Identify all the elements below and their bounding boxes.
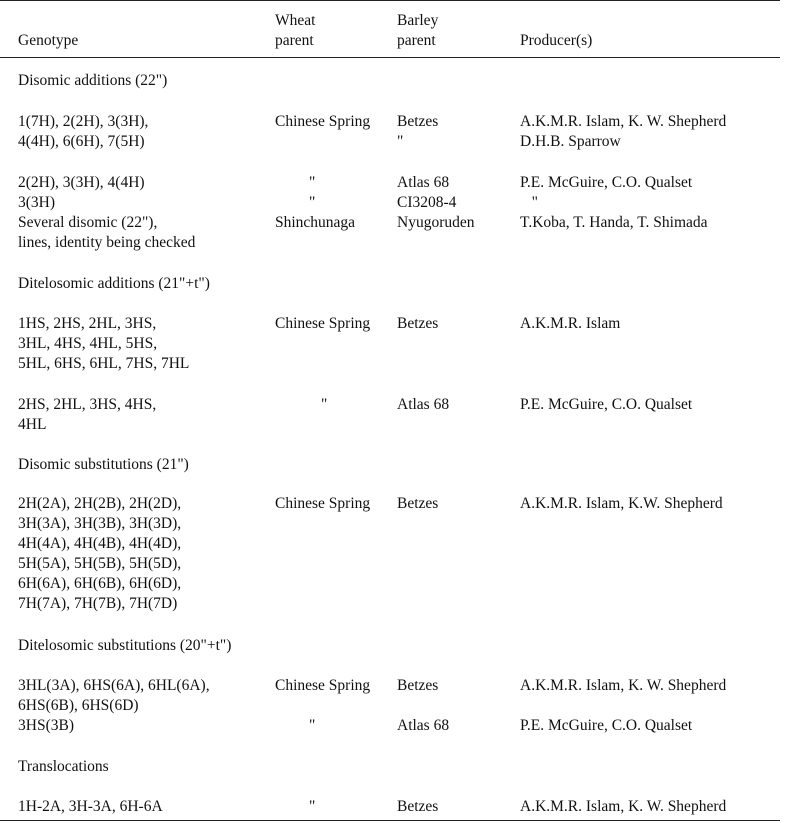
barley-parent-cell: Betzes bbox=[397, 495, 439, 512]
section-title-translocations: Translocations bbox=[18, 758, 109, 775]
genotype-cell: 3HL(3A), 6HS(6A), 6HL(6A), 6HS(6B), 6HS(6D) bbox=[18, 677, 210, 714]
barley-parent-cell: Betzes bbox=[397, 798, 439, 815]
wheat-parent-cell: Chinese Spring bbox=[275, 113, 371, 130]
wheat-parent-cell: Shinchunaga bbox=[275, 214, 356, 231]
genotype-cell: Several disomic (22"), lines, identity being checked bbox=[18, 214, 196, 251]
header-wheat-parent: Wheat parent bbox=[275, 12, 316, 49]
barley-parent-cell: Betzes " bbox=[397, 113, 439, 150]
genotype-cell: 1(7H), 2(2H), 3(3H), 4(4H), 6(6H), 7(5H) bbox=[18, 113, 149, 150]
barley-parent-cell: Betzes bbox=[397, 677, 439, 694]
wheat-parent-cell: " bbox=[309, 717, 316, 734]
header-barley-parent: Barley parent bbox=[397, 12, 439, 49]
genotype-cell: 2HS, 2HL, 3HS, 4HS, 4HL bbox=[18, 396, 157, 433]
table-top-rule bbox=[0, 0, 780, 1]
producers-cell: A.K.M.R. Islam, K.W. Shepherd bbox=[520, 495, 723, 512]
section-title-ditelosomic-additions: Ditelosomic additions (21"+t") bbox=[18, 275, 210, 292]
genotype-cell: 2H(2A), 2H(2B), 2H(2D), 3H(3A), 3H(3B), 3H(3D), 4H(4A), 4H(4B), 4H(4D), 5H(5A), 5H(5B), 5H(5D), 6H(6A), 6H(6B), 6H(6D), 7H(7A), 7H(7B), 7H(7D) bbox=[18, 495, 182, 612]
barley-parent-cell: Betzes bbox=[397, 315, 439, 332]
producers-cell: P.E. McGuire, C.O. Qualset " bbox=[520, 174, 693, 211]
section-title-disomic-substitutions: Disomic substitutions (21") bbox=[18, 456, 189, 473]
genotype-cell: 3HS(3B) bbox=[18, 717, 74, 734]
wheat-parent-cell: " " bbox=[309, 174, 316, 211]
genotype-cell: 2(2H), 3(3H), 4(4H) 3(3H) bbox=[18, 174, 145, 211]
header-genotype: Genotype bbox=[18, 32, 79, 49]
barley-parent-cell: Nyugoruden bbox=[397, 214, 475, 231]
producers-cell: A.K.M.R. Islam bbox=[520, 315, 621, 332]
section-title-ditelosomic-substitutions: Ditelosomic substitutions (20"+t") bbox=[18, 637, 232, 654]
header-rule bbox=[0, 57, 780, 58]
wheat-parent-cell: " bbox=[309, 798, 316, 815]
genotype-cell: 1HS, 2HS, 2HL, 3HS, 3HL, 4HS, 4HL, 5HS, 5HL, 6HS, 6HL, 7HS, 7HL bbox=[18, 315, 190, 372]
producers-cell: A.K.M.R. Islam, K. W. Shepherd D.H.B. Sparrow bbox=[520, 113, 727, 150]
barley-parent-cell: Atlas 68 bbox=[397, 396, 450, 413]
producers-cell: P.E. McGuire, C.O. Qualset bbox=[520, 396, 693, 413]
producers-cell: T.Koba, T. Handa, T. Shimada bbox=[520, 214, 708, 231]
barley-parent-cell: Atlas 68 CI3208-4 bbox=[397, 174, 457, 211]
producers-cell: A.K.M.R. Islam, K. W. Shepherd bbox=[520, 677, 727, 694]
genotype-cell: 1H-2A, 3H-3A, 6H-6A bbox=[18, 798, 163, 815]
wheat-parent-cell: Chinese Spring bbox=[275, 677, 371, 694]
wheat-parent-cell: " bbox=[321, 396, 328, 413]
table-bottom-rule bbox=[0, 820, 780, 821]
header-producers: Producer(s) bbox=[520, 32, 593, 49]
wheat-parent-cell: Chinese Spring bbox=[275, 495, 371, 512]
producers-cell: P.E. McGuire, C.O. Qualset bbox=[520, 717, 693, 734]
producers-cell: A.K.M.R. Islam, K. W. Shepherd bbox=[520, 798, 727, 815]
barley-parent-cell: Atlas 68 bbox=[397, 717, 450, 734]
section-title-disomic-additions: Disomic additions (22") bbox=[18, 72, 168, 89]
wheat-parent-cell: Chinese Spring bbox=[275, 315, 371, 332]
